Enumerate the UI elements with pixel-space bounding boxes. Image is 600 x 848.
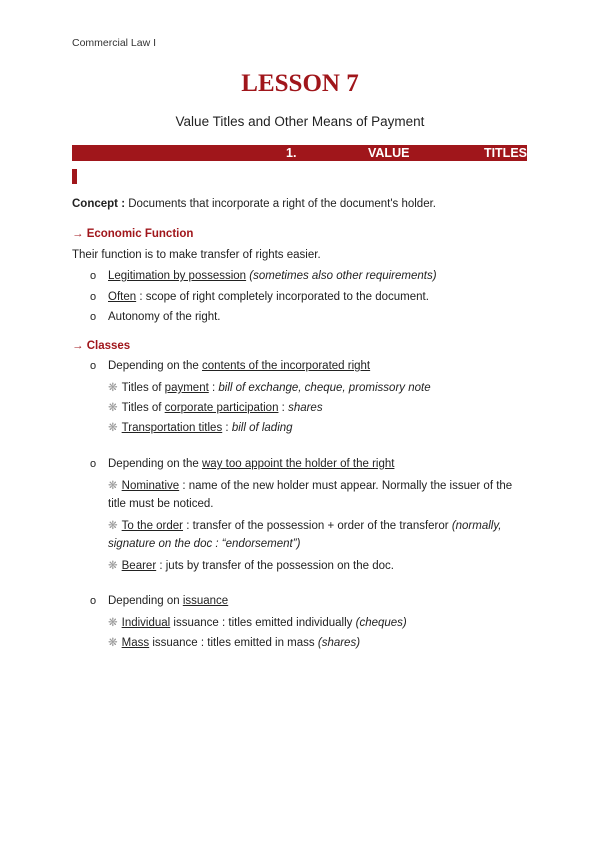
group-prefix: Depending on the: [108, 360, 202, 372]
sub-text: : name of the new holder must appear. Normally the issuer of the: [179, 480, 513, 492]
concept-paragraph: [72, 198, 436, 210]
sub-underlined-text: Individual: [121, 617, 171, 629]
running-header: Commercial Law I: [72, 37, 157, 49]
section-heading-bar: [72, 145, 527, 161]
sub-text: Titles of: [121, 402, 165, 414]
sub-italic-text: shares: [288, 402, 323, 414]
asterisk-bullet-icon: ❋: [108, 422, 118, 434]
sub-text: Titles of: [121, 382, 165, 394]
list-bullet: o: [90, 270, 97, 282]
sub-item: [108, 380, 431, 394]
list-bullet: o: [90, 360, 97, 372]
section-marker: [72, 169, 77, 184]
sub-underlined-text: Bearer: [121, 560, 157, 572]
sub-text: : transfer of the possession + order of the transferor: [183, 520, 452, 532]
sub-item: [108, 478, 512, 492]
sub-item: [108, 635, 360, 649]
asterisk-bullet-icon: ❋: [108, 637, 118, 649]
sub-text: : juts by transfer of the possession on the doc.: [156, 560, 394, 572]
sub-text: issuance : titles emitted in mass: [149, 637, 318, 649]
asterisk-bullet-icon: ❋: [108, 402, 118, 414]
asterisk-bullet-icon: ❋: [108, 617, 118, 629]
group-criterion: contents of the incorporated right: [202, 360, 371, 372]
group-criterion: issuance: [182, 595, 229, 607]
section-number: 1.: [286, 146, 297, 160]
classes-heading: → Classes: [72, 340, 131, 352]
list-item: [108, 291, 429, 303]
sub-text: issuance : titles emitted individually: [170, 617, 356, 629]
sub-item-continuation: title must be noticed.: [108, 498, 214, 510]
sub-italic-text: (cheques): [355, 617, 407, 629]
sub-item: [108, 615, 407, 629]
sub-underlined-text: To the order: [121, 520, 184, 532]
group-criterion: way too appoint the holder of the right: [202, 458, 395, 470]
asterisk-bullet-icon: ❋: [108, 560, 118, 572]
list-item: [108, 270, 437, 282]
economic-function-heading: → Economic Function: [72, 228, 194, 240]
item-italic-text: (sometimes also other requirements): [246, 270, 437, 282]
asterisk-bullet-icon: ❋: [108, 480, 118, 492]
classes-group-contents: [108, 360, 370, 372]
sub-text: :: [222, 422, 232, 434]
item-underlined-text: Legitimation by possession: [108, 270, 247, 282]
concept-text: Documents that incorporate a right of the document's holder.: [125, 198, 436, 210]
sub-underlined-text: Nominative: [121, 480, 180, 492]
section-title-word-2: TITLES: [483, 146, 527, 160]
economic-function-intro: Their function is to make transfer of rights easier.: [72, 249, 321, 261]
sub-item: [108, 558, 394, 572]
sub-underlined-text: Transportation titles: [121, 422, 223, 434]
concept-label: Concept :: [72, 198, 126, 210]
item-underlined-text: Often: [108, 291, 137, 303]
sub-italic-text: (shares): [317, 637, 361, 649]
sub-text: :: [208, 382, 219, 394]
asterisk-bullet-icon: ❋: [108, 520, 118, 532]
sub-underlined-text: corporate participation: [164, 402, 279, 414]
sub-item: [108, 518, 501, 532]
section-title-word-1: VALUE: [368, 146, 410, 160]
sub-italic-text: (normally,: [451, 520, 502, 532]
list-bullet: o: [90, 595, 97, 607]
sub-underlined-text: payment: [164, 382, 209, 394]
sub-item: [108, 400, 323, 414]
list-bullet: o: [90, 311, 97, 323]
sub-italic-text: bill of exchange, cheque, promissory note: [218, 382, 431, 394]
group-prefix: Depending on: [108, 595, 183, 607]
sub-item-continuation: signature on the doc : “endorsement”): [108, 538, 301, 550]
sub-italic-text: bill of lading: [231, 422, 293, 434]
sub-text: :: [278, 402, 289, 414]
sub-underlined-text: Mass: [121, 637, 150, 649]
lesson-subtitle: Value Titles and Other Means of Payment: [175, 114, 425, 129]
item-text: : scope of right completely incorporated to the document.: [136, 291, 429, 303]
list-item: Autonomy of the right.: [108, 311, 221, 323]
asterisk-bullet-icon: ❋: [108, 382, 118, 394]
group-prefix: Depending on the: [108, 458, 202, 470]
sub-item: [108, 420, 293, 434]
list-bullet: o: [90, 458, 97, 470]
list-bullet: o: [90, 291, 97, 303]
lesson-title: LESSON 7: [241, 70, 359, 97]
classes-group-issuance: [108, 595, 228, 607]
classes-group-holder: [108, 458, 394, 470]
